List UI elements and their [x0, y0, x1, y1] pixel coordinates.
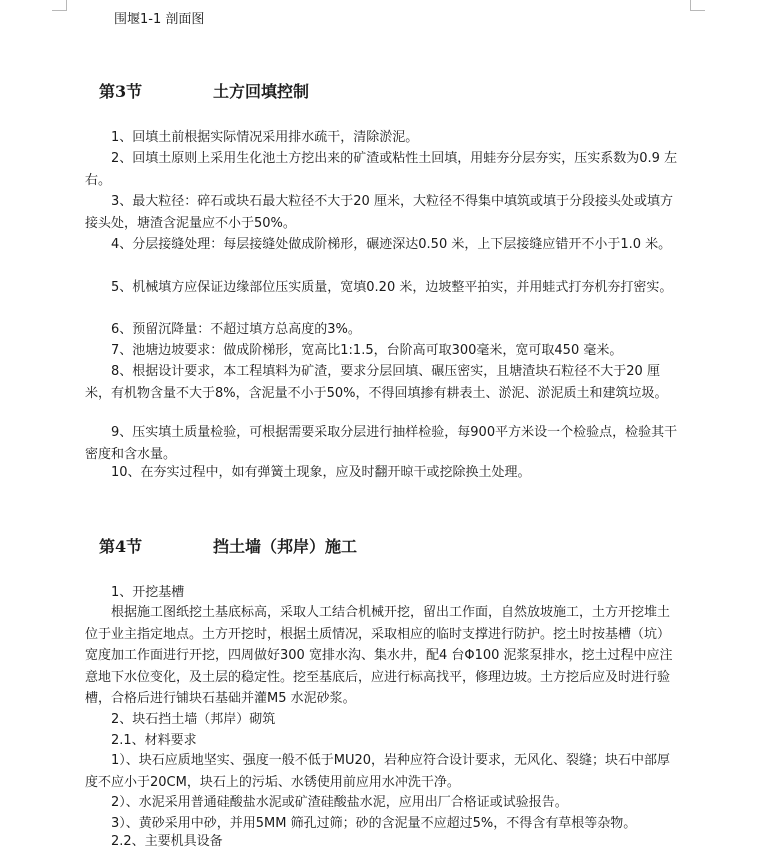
section-3-item-9: 9、压实填土质量检验，可根据需要采取分层进行抽样检验，每900平方米设一个检验点，检验其干密度和含水量。	[85, 425, 678, 462]
section-3-item-3: 3、最大粒径：碎石或块石最大粒径不大于20 厘米，大粒径不得集中填筑或填于分段接头处或填方接头处，塘渣含泥量应不小于50%。	[85, 194, 673, 231]
section-4-heading	[99, 534, 357, 557]
section-3-item-10: 10、在夯实过程中，如有弹簧土现象，应及时翻开晾干或挖除换土处理。	[111, 465, 531, 480]
section-4-item-2-2: 2.2、主要机具设备	[111, 834, 223, 849]
section-3-item-1: 1、回填土前根据实际情况采用排水疏干，清除淤泥。	[111, 130, 419, 145]
section-4-item-1: 1、开挖基槽	[111, 585, 185, 600]
section-4-item-2: 2、块石挡土墙（邦岸）砌筑	[111, 712, 276, 727]
section-4-paragraph-excavation: 根据施工图纸挖土基底标高，采取人工结合机械开挖，留出工作面，自然放坡施工，土方开挖堆土位于业主指定地点。土方开挖时，根据土质情况，采取相应的临时支撑进行防护。挖土时按基槽（坑）宽度加工作面进行开挖，四周做好300 宽排水沟、集水井，配4 台Φ100 泥浆泵排水，挖土过程中应注意地下水位变化，及土层的稳定性。挖至基底后，应进行标高找平，修理边坡。土方挖后应及时进行验槽，合格后进行铺块石基础并灌M5 水泥砂浆。	[85, 605, 673, 706]
section-3-number: 第3节	[99, 82, 143, 101]
section-3-item-5: 5、机械填方应保证边缘部位压实质量，宽填0.20 米，边坡整平拍实，并用蛙式打夯机夯打密实。	[111, 280, 673, 295]
section-4-item-2-1: 2.1、材料要求	[111, 733, 197, 748]
section-4-item-sand: 3）、黄砂采用中砂，并用5MM 筛孔过筛；砂的含泥量不应超过5%，不得含有草根等杂物。	[111, 816, 637, 831]
section-3-title: 土方回填控制	[213, 82, 310, 101]
page-corner-mark-right	[690, 0, 705, 11]
section-4-item-cement: 2）、水泥采用普通硅酸盐水泥或矿渣硅酸盐水泥，应用出厂合格证或试验报告。	[111, 795, 568, 810]
section-3-item-7: 7、池塘边坡要求：做成阶梯形，宽高比1:1.5，台阶高可取300毫米，宽可取450 毫米。	[111, 343, 623, 358]
page-corner-mark-left	[52, 0, 67, 11]
figure-caption: 围堰1-1 剖面图	[114, 12, 205, 27]
section-4-title: 挡土墙（邦岸）施工	[213, 537, 358, 556]
section-3-item-8: 8、根据设计要求，本工程填料为矿渣，要求分层回填、碾压密实，且塘渣块石粒径不大于20 厘米，有机物含量不大于8%，含泥量不小于50%，不得回填掺有耕表土、淤泥、淤泥质土和建筑垃圾。	[85, 364, 668, 401]
section-3-heading	[99, 79, 309, 102]
section-3-item-2: 2、回填土原则上采用生化池土方挖出来的矿渣或粘性土回填，用蛙夯分层夯实，压实系数为0.9 左右。	[85, 151, 678, 188]
section-4-number: 第4节	[99, 537, 143, 556]
section-3-item-4: 4、分层接缝处理：每层接缝处做成阶梯形，碾迹深达0.50 米，上下层接缝应错开不小于1.0 米。	[111, 237, 672, 252]
section-3-item-6: 6、预留沉降量：不超过填方总高度的3%。	[111, 322, 361, 337]
section-4-item-stone: 1）、块石应质地坚实、强度一般不低于MU20，岩种应符合设计要求，无风化、裂缝；块石中部厚度不应小于20CM，块石上的污垢、水锈使用前应用水冲洗干净。	[85, 753, 671, 790]
